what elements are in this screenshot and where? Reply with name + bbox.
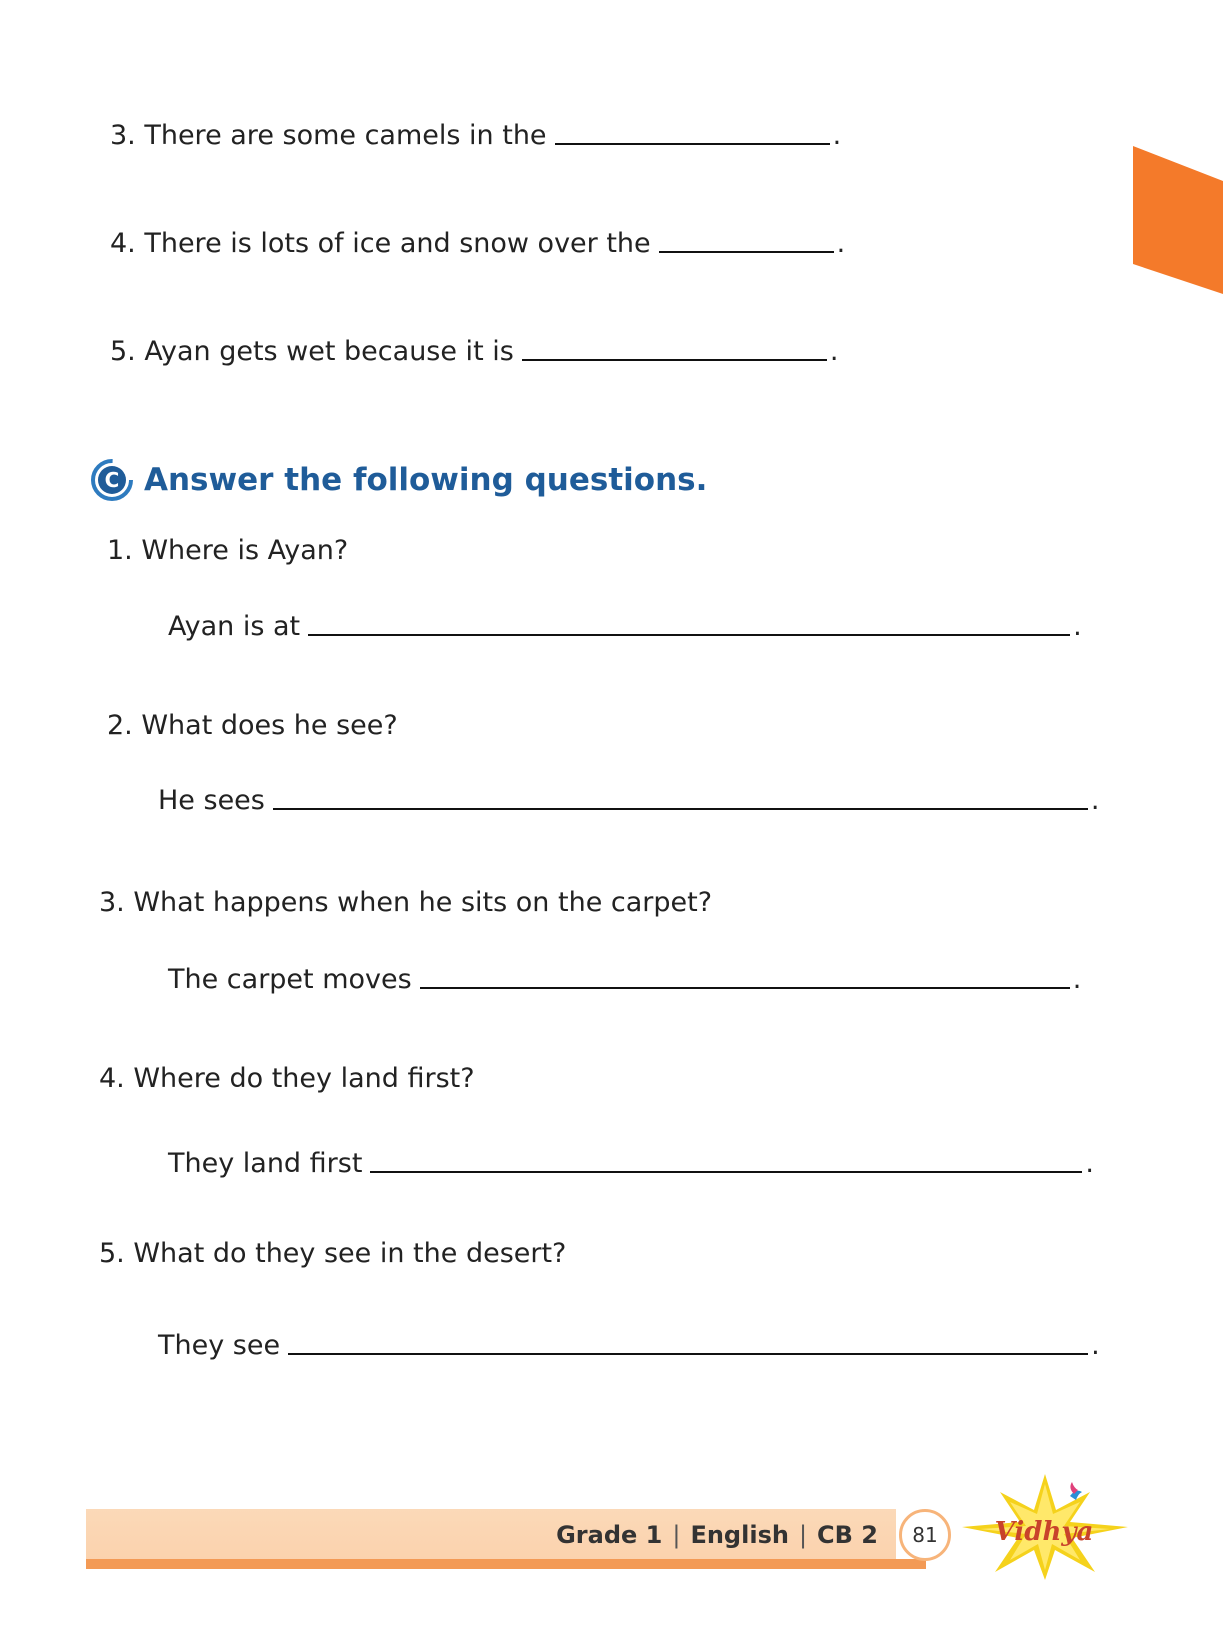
answer-3 [168,964,1081,995]
section-c-badge: C [104,468,120,492]
question-3 [99,887,712,918]
question-text: 4. Where do they land first? [99,1063,475,1094]
question-text: 1. Where is Ayan? [107,535,349,566]
footer-separator: | [798,1521,808,1549]
question-text: 3. What happens when he sits on the carpet? [99,887,713,918]
answer-blank[interactable] [522,359,827,361]
period: . [1085,1148,1095,1179]
fill-blank-5 [110,336,838,367]
period: . [1090,785,1100,816]
question-1 [107,535,348,566]
answer-prefix: They see [158,1330,281,1361]
question-text: 5. What do they see in the desert? [99,1238,567,1269]
period: . [1072,964,1082,995]
answer-prefix: Ayan is at [168,611,301,642]
answer-blank[interactable] [659,251,834,253]
period: . [832,120,842,151]
period: . [829,336,839,367]
section-c-header [90,458,707,502]
footer-book: CB 2 [817,1521,878,1549]
answer-5 [158,1330,1100,1361]
footer-accent-bar [86,1559,926,1569]
footer-text [556,1509,896,1561]
footer-separator: | [672,1521,681,1549]
question-4 [99,1063,475,1094]
footer-subject: English [690,1521,789,1549]
side-tab [1133,146,1223,296]
answer-prefix: He sees [158,785,265,816]
page-number: 81 [899,1509,951,1561]
footer-grade: Grade 1 [556,1521,663,1549]
period: . [1073,611,1082,642]
answer-blank[interactable] [555,143,830,145]
fill-blank-3 [110,120,841,151]
fill-blank-text: 4. There is lots of ice and snow over the [110,228,651,259]
answer-blank[interactable] [420,987,1070,989]
fill-blank-text: 5. Ayan gets wet because it is [110,336,514,367]
answer-blank[interactable] [273,808,1088,810]
logo-text: Vidhya [994,1517,1094,1547]
answer-prefix: The carpet moves [168,964,412,995]
fill-blank-4 [110,228,845,259]
period: . [1091,1330,1100,1361]
answer-4 [168,1148,1094,1179]
question-2 [107,710,398,741]
answer-blank[interactable] [308,634,1070,636]
question-text: 2. What does he see? [107,710,398,741]
answer-prefix: They land first [168,1148,363,1179]
period: . [836,228,846,259]
answer-1 [168,611,1082,642]
section-heading: Answer the following questions. [144,462,708,498]
question-5 [99,1238,566,1269]
section-c-icon [90,458,134,502]
answer-2 [158,785,1099,816]
fill-blank-text: 3. There are some camels in the [110,120,547,151]
vidhya-logo [960,1472,1130,1582]
answer-blank[interactable] [288,1353,1088,1355]
footer-bar [86,1509,896,1561]
answer-blank[interactable] [370,1171,1082,1173]
